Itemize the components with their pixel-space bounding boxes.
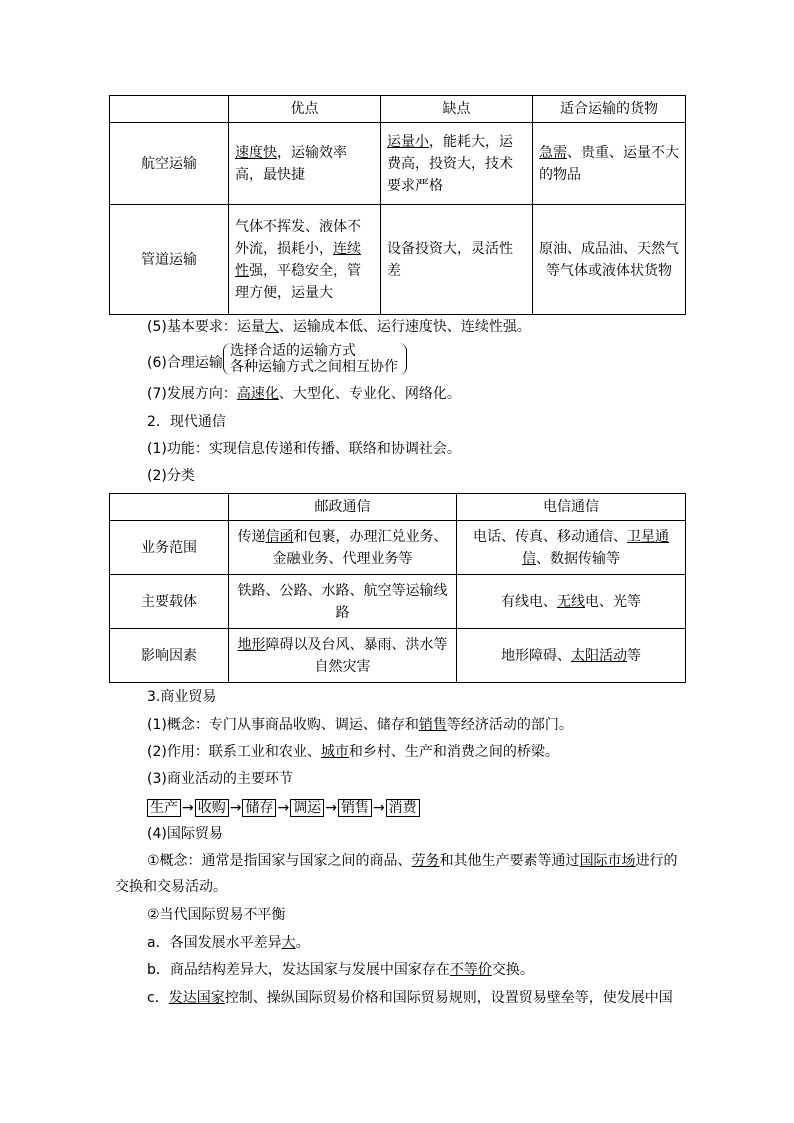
paragraph: (2)分类 [147,468,195,484]
table-cell: 原油、成品油、天然气等气体或液体状货物 [533,205,686,315]
underlined-term: 卫星通信 [522,528,669,567]
paragraph [147,959,534,981]
arrow-icon: → [325,800,337,816]
header-cell [110,96,229,123]
underlined-term: 销售 [418,717,447,733]
underlined-term: 小 [415,133,429,150]
row-label: 管道运输 [110,205,229,315]
underlined-term: 连续性 [235,240,361,279]
chain-step: 消费 [386,799,420,817]
table-cell [229,521,457,575]
table-header-row [110,96,686,123]
text: (1)概念：专门从事商品收购、调运、储存和 [147,717,419,733]
underlined-term: 高速化 [236,386,279,402]
text: 。 [295,935,310,951]
row-label: 航空运输 [110,123,229,205]
table-cell [457,521,686,575]
table-cell: 铁路、公路、水路、航空等运输线路 [229,575,457,629]
transport-table [109,95,686,315]
underlined-term: 速度快 [235,144,277,161]
table-row [110,205,686,315]
section-heading: 2．现代通信 [147,414,226,430]
cell-text: 有线电、 [501,593,557,610]
table-cell [229,629,457,683]
paragraph [147,714,573,736]
arrow-icon: → [229,800,242,816]
paragraph [115,848,685,900]
text: a．各国发展水平差异 [147,935,282,951]
text: c． [147,990,169,1006]
text: 、运输成本低、运行速度快、连续性强。 [278,319,531,335]
cell-text: 电、光等 [585,593,641,610]
header-cell [110,494,229,521]
row-label: 主要载体 [110,575,229,629]
paragraph: (3)商业活动的主要环节 [147,771,293,787]
underlined-term: 大 [264,319,279,335]
underlined-term: 无线 [557,593,585,610]
underlined-term: 地形 [237,636,266,653]
underlined-term: 劳务 [411,853,440,869]
row-label: 影响因素 [110,629,229,683]
chain-step: 收购 [195,799,229,817]
table-cell [229,205,381,315]
arrow-icon: → [372,800,385,816]
cell-text: 气体不挥发、液体不外流，损耗小， [235,218,361,257]
commerce-chain [147,797,420,817]
paragraph [147,987,673,1009]
underlined-term: 急需 [539,144,567,161]
header-cell: 邮政通信 [229,494,457,521]
cell-text: ，运输效率高，最快捷 [235,144,347,183]
text: 和乡村、生产和消费之间的桥梁。 [348,744,559,760]
paragraph [147,741,559,763]
underlined-term: 发达国家 [168,990,225,1006]
underlined-term: 城市 [320,744,349,760]
text: (2)作用：联系工业和农业、 [147,744,321,760]
text: ①概念：通常是指国家与国家之间的商品、 [147,853,412,869]
cell-text: 等 [627,647,641,664]
header-cell: 电信通信 [457,494,686,521]
cell-text: 和包裹，办理汇兑业务、金融业务、代理业务等 [272,528,448,567]
chain-step: 销售 [338,799,372,817]
header-cell: 优点 [229,96,381,123]
paragraph: ②当代国际贸易不平衡 [147,907,286,923]
underlined-term: 国际市场 [579,853,636,869]
text: 控制、操纵国际贸易价格和国际贸易规则，设置贸易壁垒等，使发展中国 [224,990,673,1006]
cell-text: 电话、传真、移动通信、 [473,528,627,545]
underlined-term: 运量 [387,133,415,150]
underlined-term: 信函 [265,528,294,545]
table-cell [457,629,686,683]
text: (6)合理运输 [147,355,223,371]
text: 和其他生产要素等通过 [439,853,580,869]
header-cell: 适合运输的货物 [533,96,686,123]
text: (7)发展方向： [147,386,237,402]
chain-step: 生产 [147,799,181,817]
table-row [110,521,686,575]
underlined-term: 不等价 [449,962,492,978]
cell-text: 障碍以及台风、暴雨、洪水等自然灾害 [265,636,448,675]
table-cell: 设备投资大，灵活性差 [381,205,533,315]
basic-requirements [147,316,531,338]
text: 进行的交换和交易活动。 [115,853,678,895]
text: b．商品结构差异大，发达国家与发展中国家存在 [147,962,450,978]
cell-text: 强，平稳安全，管理方便，运量大 [235,262,361,301]
underlined-term: 大 [281,935,296,951]
header-cell: 缺点 [381,96,533,123]
row-label: 业务范围 [110,521,229,575]
section-heading: 3.商业贸易 [147,689,217,705]
table-cell [457,575,686,629]
brace-item: 选择合适的运输方式 [230,343,356,359]
arrow-icon: → [277,800,290,816]
chain-step: 调运 [290,799,324,817]
table-cell [533,123,686,205]
cell-text: 、数据传输等 [536,550,620,567]
table-row [110,575,686,629]
paragraph: (1)功能：实现信息传递和传播、联络和协调社会。 [147,441,461,457]
cell-text: 传递 [237,528,266,545]
table-cell [229,123,381,205]
text: 交换。 [491,962,534,978]
development-direction [147,383,461,405]
brace-group [223,343,407,375]
text: 、大型化、专业化、网络化。 [278,386,461,402]
table-row [110,629,686,683]
brace-item: 各种运输方式之间相互协作 [230,359,398,375]
table-row [110,123,686,205]
underlined-term: 太阳活动 [571,647,627,664]
cell-text: 、贵重、运量不大的物品 [539,144,679,183]
text: 等经济活动的部门。 [446,717,573,733]
table-cell [381,123,533,205]
cell-text: ，能耗大，运费高，投资大，技术要求严格 [387,133,513,194]
text: (5)基本要求：运量 [147,319,265,335]
cell-text: 地形障碍、 [501,647,571,664]
paragraph: (4)国际贸易 [147,826,223,842]
communication-table [109,493,686,683]
paragraph [147,932,310,954]
arrow-icon: → [182,800,194,816]
chain-step: 储存 [242,799,276,817]
table-header-row [110,494,686,521]
